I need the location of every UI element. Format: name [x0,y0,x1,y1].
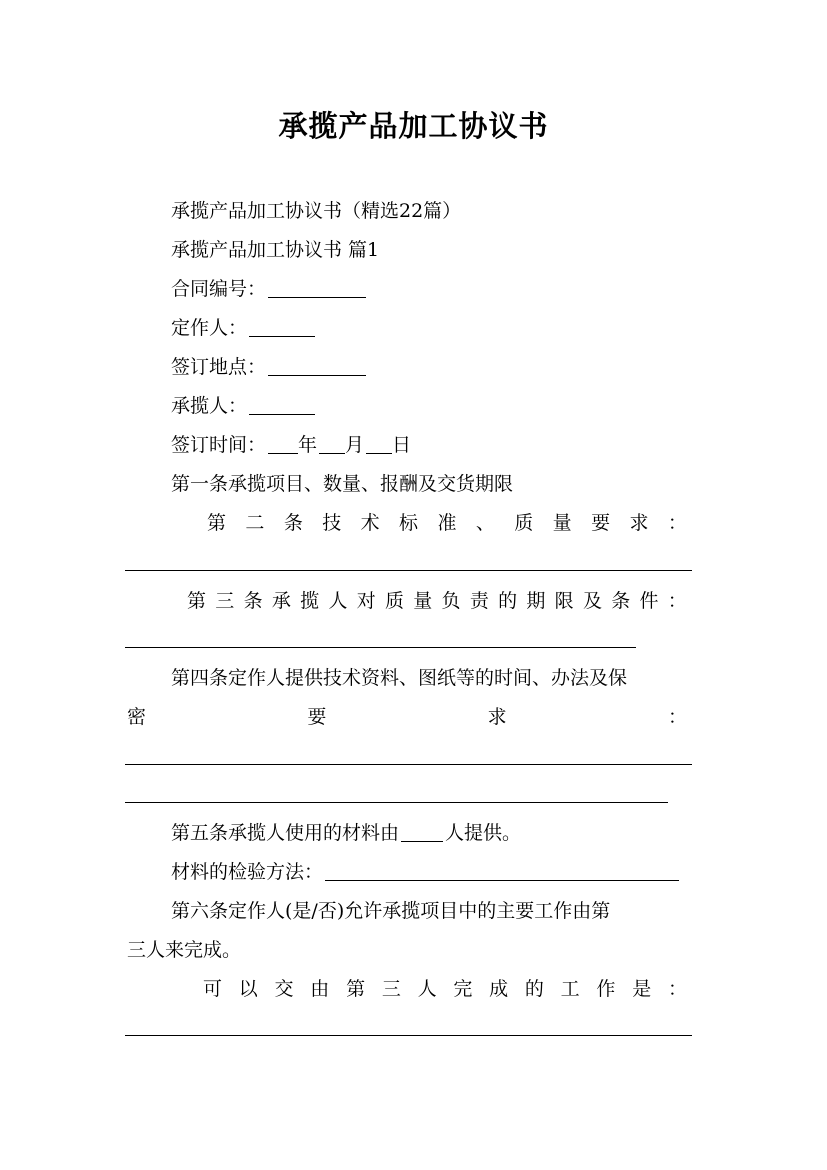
contractor-line [171,393,315,419]
spread-char: 由 [310,978,330,1000]
orderer-label: 定作人： [171,317,248,339]
spread-char: 以 [238,978,258,1000]
article-5-text-post: 人提供。 [445,822,522,844]
spread-char: 期 [526,590,546,612]
spread-char: 量 [552,512,572,534]
day-blank [366,433,392,454]
spread-char: ： [667,706,687,728]
spread-char: 负 [441,590,461,612]
spread-char: 承 [271,590,291,612]
contract-number-label: 合同编号： [171,278,267,300]
article-2 [207,510,687,536]
spread-char: 成 [489,978,509,1000]
spread-char: 工 [560,978,580,1000]
article-6-line1: 第六条定作人(是/否)允许承揽项目中的主要工作由第 [171,900,611,922]
spread-char: 及 [582,590,602,612]
spread-char: ： [667,512,687,534]
article-5-line [171,820,521,846]
spread-char: 可 [203,978,223,1000]
article-4-line2 [127,704,687,730]
month-label: 月 [345,434,365,456]
spread-char: 对 [356,590,376,612]
spread-char: 完 [453,978,473,1000]
spread-char: 准 [437,512,457,534]
spread-char: 要 [591,512,611,534]
spread-char: 是 [632,978,652,1000]
article-3-blank [125,647,636,648]
article-5-text-pre: 第五条承揽人使用的材料由 [171,822,400,844]
spread-char: 条 [243,590,263,612]
spread-char: 求 [629,512,649,534]
spread-char: 作 [596,978,616,1000]
spread-char: 责 [469,590,489,612]
spread-char: 质 [384,590,404,612]
inspection-method-blank [325,860,679,881]
spread-char: 术 [360,512,380,534]
material-provider-blank [401,821,443,842]
spread-char: 限 [554,590,574,612]
inspection-method-line [171,859,679,885]
article-4-blank-2 [125,802,668,803]
spread-char: 条 [283,512,303,534]
sign-place-blank [268,355,366,376]
spread-char: 交 [274,978,294,1000]
orderer-blank [249,316,315,337]
spread-char: 三 [215,590,235,612]
spread-char: 件 [639,590,659,612]
spread-char: 量 [413,590,433,612]
year-label: 年 [298,434,318,456]
sign-place-label: 签订地点： [171,356,267,378]
inspection-method-label: 材料的检验方法： [171,861,324,883]
contractor-label: 承揽人： [171,395,248,417]
month-blank [319,433,345,454]
contractor-blank [249,394,315,415]
spread-char: 第 [187,590,207,612]
spread-char: 二 [245,512,265,534]
article-2-blank [125,570,692,571]
article-3 [187,588,687,614]
spread-char: 密 [127,706,147,728]
spread-char: 技 [322,512,342,534]
orderer-line [171,315,315,341]
year-blank [268,433,298,454]
spread-char: 的 [498,590,518,612]
day-label: 日 [392,434,412,456]
contract-number-line [171,276,366,302]
subtitle: 承揽产品加工协议书（精选22篇） [171,200,462,222]
contract-number-blank [268,277,366,298]
third-party-work [203,976,687,1002]
article-4-line1: 第四条定作人提供技术资料、图纸等的时间、办法及保 [171,667,628,689]
spread-char: ： [667,978,687,1000]
spread-char: 要 [307,706,327,728]
spread-char: 求 [487,706,507,728]
spread-char: 的 [524,978,544,1000]
sign-place-line [171,354,366,380]
sign-time-line [171,432,411,458]
document-title: 承揽产品加工协议书 [278,109,549,143]
spread-char: 三 [381,978,401,1000]
sign-time-label: 签订时间： [171,434,267,456]
spread-char: 标 [399,512,419,534]
spread-char: 揽 [300,590,320,612]
spread-char: 人 [328,590,348,612]
third-party-work-blank [125,1035,692,1036]
spread-char: 、 [475,512,495,534]
section-heading: 承揽产品加工协议书 篇1 [171,239,380,261]
article-6-line2: 三人来完成。 [127,939,242,961]
article-1: 第一条承揽项目、数量、报酬及交货期限 [171,473,514,495]
spread-char: 质 [514,512,534,534]
spread-char: ： [667,590,687,612]
article-4-blank-1 [125,764,692,765]
spread-char: 第 [207,512,227,534]
spread-char: 条 [611,590,631,612]
spread-char: 人 [417,978,437,1000]
spread-char: 第 [346,978,366,1000]
